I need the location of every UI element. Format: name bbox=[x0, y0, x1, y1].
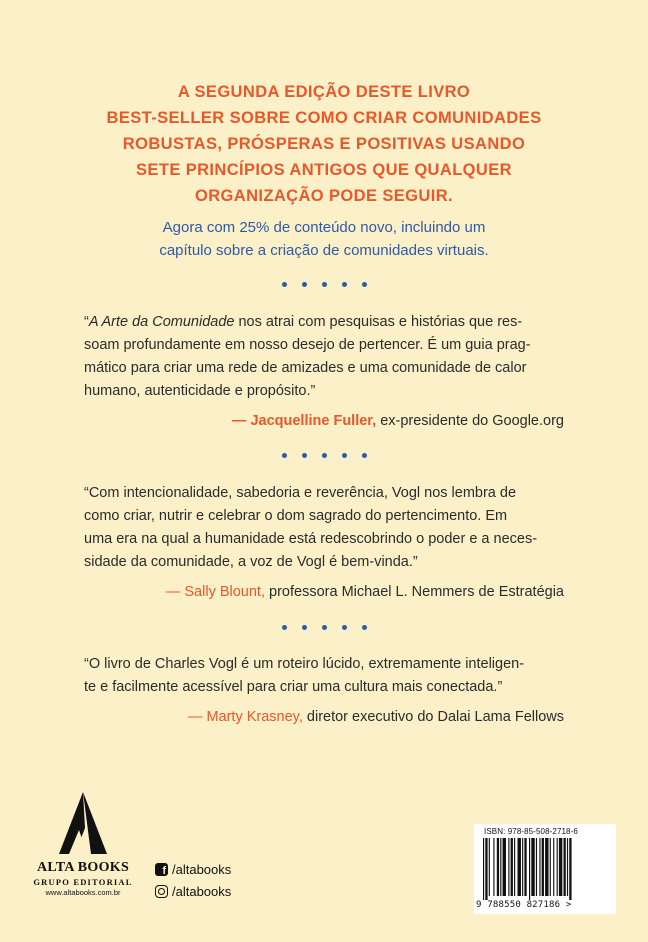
dot bbox=[282, 453, 287, 458]
barcode-bar bbox=[511, 838, 513, 896]
barcode-bar bbox=[524, 838, 526, 896]
quote-line: soam profundamente em nosso desejo de pertencer. É um guia prag- bbox=[84, 337, 531, 353]
barcode-bar bbox=[514, 838, 515, 896]
quote-line: mático para criar uma rede de amizades e uma comunidade de calor bbox=[84, 360, 527, 376]
barcode-bar bbox=[564, 838, 566, 896]
author-name: — Jacquelline Fuller, bbox=[231, 413, 377, 429]
barcode-bar bbox=[545, 838, 548, 896]
dot-separator bbox=[0, 282, 648, 292]
instagram-icon bbox=[155, 885, 168, 898]
barcode-bar bbox=[536, 838, 537, 896]
quote-line: humano, autenticidade e propósito.” bbox=[84, 383, 316, 399]
quote-line bbox=[84, 311, 568, 334]
author-role: professora Michael L. Nemmers de Estratégia bbox=[265, 584, 564, 600]
facebook-handle: /altabooks bbox=[172, 861, 232, 877]
author-name: — Marty Krasney, bbox=[187, 709, 303, 725]
book-title: A Arte da Comunidade bbox=[88, 314, 235, 330]
dot-separator bbox=[0, 453, 648, 463]
dot bbox=[322, 453, 327, 458]
dot bbox=[282, 625, 287, 630]
subtitle-line: Agora com 25% de conteúdo novo, incluindo um bbox=[162, 219, 486, 236]
dot bbox=[322, 282, 327, 287]
isbn-barcode bbox=[474, 824, 616, 914]
quote-line: te e facilmente acessível para criar uma cultura mais conectada.” bbox=[84, 679, 503, 695]
dot bbox=[322, 625, 327, 630]
barcode-digits: 9 788550 827186 > bbox=[476, 900, 572, 910]
barcode-bar bbox=[567, 838, 568, 896]
barcode-bar bbox=[550, 838, 551, 896]
barcode-bar bbox=[542, 838, 544, 896]
dot bbox=[362, 625, 367, 630]
barcode-bar bbox=[489, 838, 490, 896]
instagram-link[interactable] bbox=[155, 880, 231, 902]
attribution-krasney bbox=[188, 707, 564, 727]
headline-line: ORGANIZAÇÃO PODE SEGUIR. bbox=[194, 187, 454, 205]
barcode-bar bbox=[518, 838, 521, 896]
barcode-bar bbox=[483, 838, 484, 900]
facebook-link[interactable] bbox=[155, 858, 231, 880]
dot bbox=[342, 282, 347, 287]
headline-line: A SEGUNDA EDIÇÃO DESTE LIVRO bbox=[177, 83, 471, 101]
attribution-blount bbox=[166, 582, 564, 602]
publisher-name: ALTA BOOKS bbox=[36, 860, 130, 875]
barcode-bar bbox=[497, 838, 499, 896]
quote-text: nos atrai com pesquisas e histórias que res- bbox=[234, 314, 523, 330]
headline-line: BEST-SELLER SOBRE COMO CRIAR COMUNIDADES bbox=[106, 109, 542, 127]
barcode-bar bbox=[569, 838, 571, 900]
attribution-fuller bbox=[232, 411, 564, 431]
quote-line: “O livro de Charles Vogl é um roteiro lúcido, extremamente inteligen- bbox=[84, 656, 525, 672]
barcode-bar bbox=[557, 838, 558, 896]
alta-books-logo-icon bbox=[57, 790, 109, 856]
dot bbox=[302, 453, 307, 458]
barcode-bar bbox=[553, 838, 554, 896]
publisher-url: www.altabooks.com.br bbox=[45, 888, 121, 897]
facebook-icon bbox=[155, 863, 168, 876]
dot-separator bbox=[0, 625, 648, 635]
dot bbox=[342, 453, 347, 458]
subtitle-line: capítulo sobre a criação de comunidades virtuais. bbox=[159, 242, 489, 259]
quote-fuller bbox=[84, 311, 568, 403]
headline-line: SETE PRINCÍPIOS ANTIGOS QUE QUALQUER bbox=[136, 161, 512, 179]
author-role: diretor executivo do Dalai Lama Fellows bbox=[302, 709, 564, 725]
barcode-bar bbox=[531, 838, 534, 896]
barcode-bar bbox=[485, 838, 487, 900]
quote-line: como criar, nutrir e celebrar o dom sagrado do pertencimento. Em bbox=[84, 508, 508, 524]
dot bbox=[302, 282, 307, 287]
barcode-bar bbox=[539, 838, 540, 896]
quote-blount bbox=[84, 482, 568, 574]
barcode-bar bbox=[503, 838, 506, 896]
quote-line: sidade da comunidade, a voz de Vogl é bem-vinda.” bbox=[84, 554, 418, 570]
headline bbox=[60, 79, 588, 209]
barcode-bar bbox=[508, 838, 509, 896]
author-name: — Sally Blount, bbox=[165, 584, 265, 600]
subtitle bbox=[100, 216, 548, 262]
barcode-bar bbox=[522, 838, 523, 896]
barcode-bar bbox=[493, 838, 494, 896]
instagram-handle: /altabooks bbox=[172, 883, 232, 899]
barcode-bar bbox=[500, 838, 501, 896]
headline-line: ROBUSTAS, PRÓSPERAS E POSITIVAS USANDO bbox=[122, 135, 526, 153]
dot bbox=[302, 625, 307, 630]
barcode-bar bbox=[529, 838, 530, 900]
barcode-bars bbox=[483, 838, 607, 900]
quote-line: uma era na qual a humanidade está redescobrindo o poder e a neces- bbox=[84, 531, 538, 547]
social-links bbox=[155, 858, 231, 902]
publisher-group: GRUPO EDITORIAL bbox=[33, 877, 133, 887]
quote-krasney bbox=[84, 653, 568, 699]
quote-line: “Com intencionalidade, sabedoria e reverência, Vogl nos lembra de bbox=[84, 485, 517, 501]
quote-open-mark: “ bbox=[84, 314, 89, 330]
dot bbox=[362, 282, 367, 287]
dot bbox=[282, 282, 287, 287]
barcode-bar bbox=[559, 838, 562, 896]
isbn-label: ISBN: 978-85-508-2718-6 bbox=[484, 827, 578, 836]
dot bbox=[362, 453, 367, 458]
author-role: ex-presidente do Google.org bbox=[376, 413, 564, 429]
publisher-logo bbox=[20, 790, 146, 897]
dot bbox=[342, 625, 347, 630]
